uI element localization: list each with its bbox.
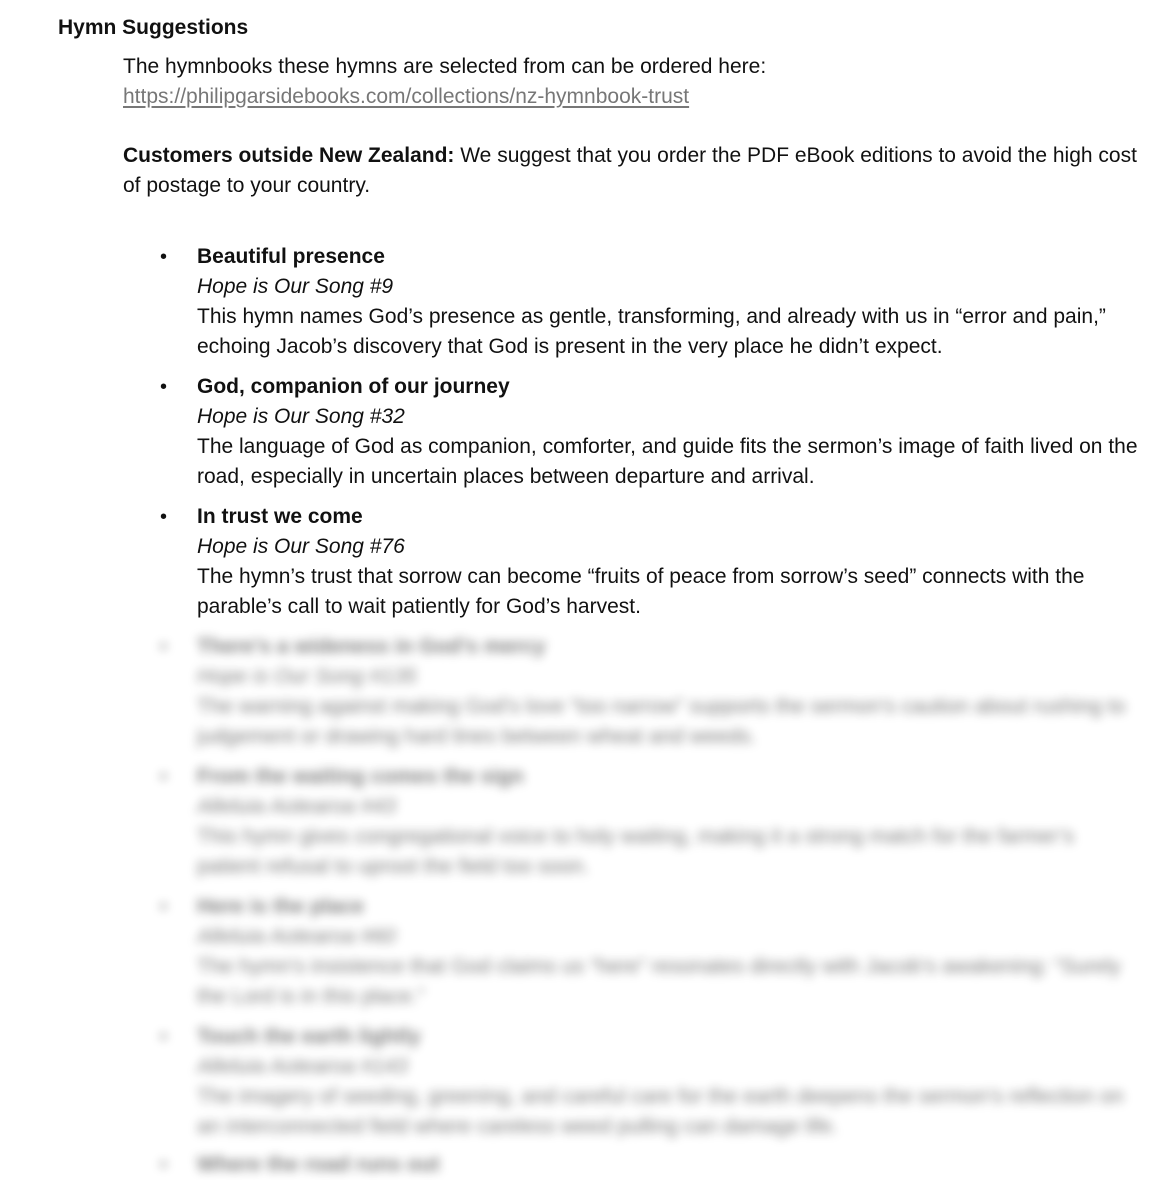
- hymn-title: Here is the place: [197, 895, 364, 918]
- bullet-icon: •: [160, 1026, 168, 1048]
- hymn-title: Beautiful presence: [197, 245, 385, 268]
- bullet-icon: •: [160, 636, 168, 658]
- note-label: Customers outside New Zealand:: [123, 144, 455, 167]
- hymn-entry: [197, 632, 1142, 752]
- hymn-description: The language of God as companion, comforter, and guide fits the sermon’s image of faith lived on the road, especially in uncertain places between departure and arrival.: [197, 435, 1138, 488]
- hymn-entry: [197, 372, 1142, 492]
- note-text: We suggest that you order the PDF eBook editions to avoid the high cost of postage to your country.: [123, 144, 1137, 197]
- bullet-icon: •: [160, 246, 168, 268]
- hymn-source: Hope is Our Song #9: [197, 275, 394, 298]
- bullet-icon: •: [160, 896, 168, 918]
- hymn-description: This hymn gives congregational voice to holy waiting, making it a strong match for the farmer’s patient refusal to uproot the field too soon.: [197, 825, 1074, 878]
- hymn-source: Hope is Our Song #135: [197, 665, 417, 688]
- hymn-title: God, companion of our journey: [197, 375, 510, 398]
- section-heading: Hymn Suggestions: [58, 16, 249, 39]
- hymn-source: Alleluia Aotearoa #43: [197, 795, 396, 818]
- hymn-source: Hope is Our Song #76: [197, 535, 405, 558]
- bullet-icon: •: [160, 506, 168, 528]
- hymn-entry: [197, 892, 1142, 1012]
- bullet-icon: •: [160, 1154, 168, 1176]
- hymn-description: The hymn’s insistence that God claims us “here” resonates directly with Jacob’s awakening: “Surely the Lord is in this place.”: [197, 955, 1121, 1008]
- bullet-icon: •: [160, 766, 168, 788]
- hymnbook-order-link[interactable]: https://philipgarsidebooks.com/collections/nz-hymnbook-trust: [123, 85, 690, 108]
- hymn-entry: [197, 502, 1142, 622]
- hymn-title: There’s a wideness in God’s mercy: [197, 635, 546, 658]
- hymn-title: From the waiting comes the sign: [197, 765, 524, 788]
- bullet-icon: •: [160, 376, 168, 398]
- overseas-customers-note: [123, 141, 1153, 201]
- hymn-description: The hymn’s trust that sorrow can become “fruits of peace from sorrow’s seed” connects with the parable’s call to wait patiently for God’s harvest.: [197, 565, 1085, 618]
- hymn-title: Where the road runs out: [197, 1153, 440, 1176]
- hymn-entry: [197, 242, 1142, 362]
- intro-paragraph: [123, 52, 1153, 112]
- intro-text: The hymnbooks these hymns are selected from can be ordered here:: [123, 55, 767, 78]
- hymn-description: This hymn names God’s presence as gentle, transforming, and already with us in “error and pain,” echoing Jacob’s discovery that God is present in the very place he didn’t expect.: [197, 305, 1106, 358]
- hymn-entry: [197, 1022, 1142, 1142]
- hymn-title: In trust we come: [197, 505, 363, 528]
- hymn-source: Alleluia Aotearoa #143: [197, 1055, 408, 1078]
- hymn-entry: [197, 762, 1142, 882]
- hymn-source: Hope is Our Song #32: [197, 405, 405, 428]
- hymn-description: The imagery of seeding, greening, and careful care for the earth deepens the sermon’s reflection on an interconnected field where careless weed pulling can damage life.: [197, 1085, 1124, 1138]
- hymn-source: Alleluia Aotearoa #60: [197, 925, 396, 948]
- hymn-description: The warning against making God’s love “too narrow” supports the sermon’s caution about rushing to judgement or drawing hard lines between wheat and weeds.: [197, 695, 1126, 748]
- hymn-title: Touch the earth lightly: [197, 1025, 421, 1048]
